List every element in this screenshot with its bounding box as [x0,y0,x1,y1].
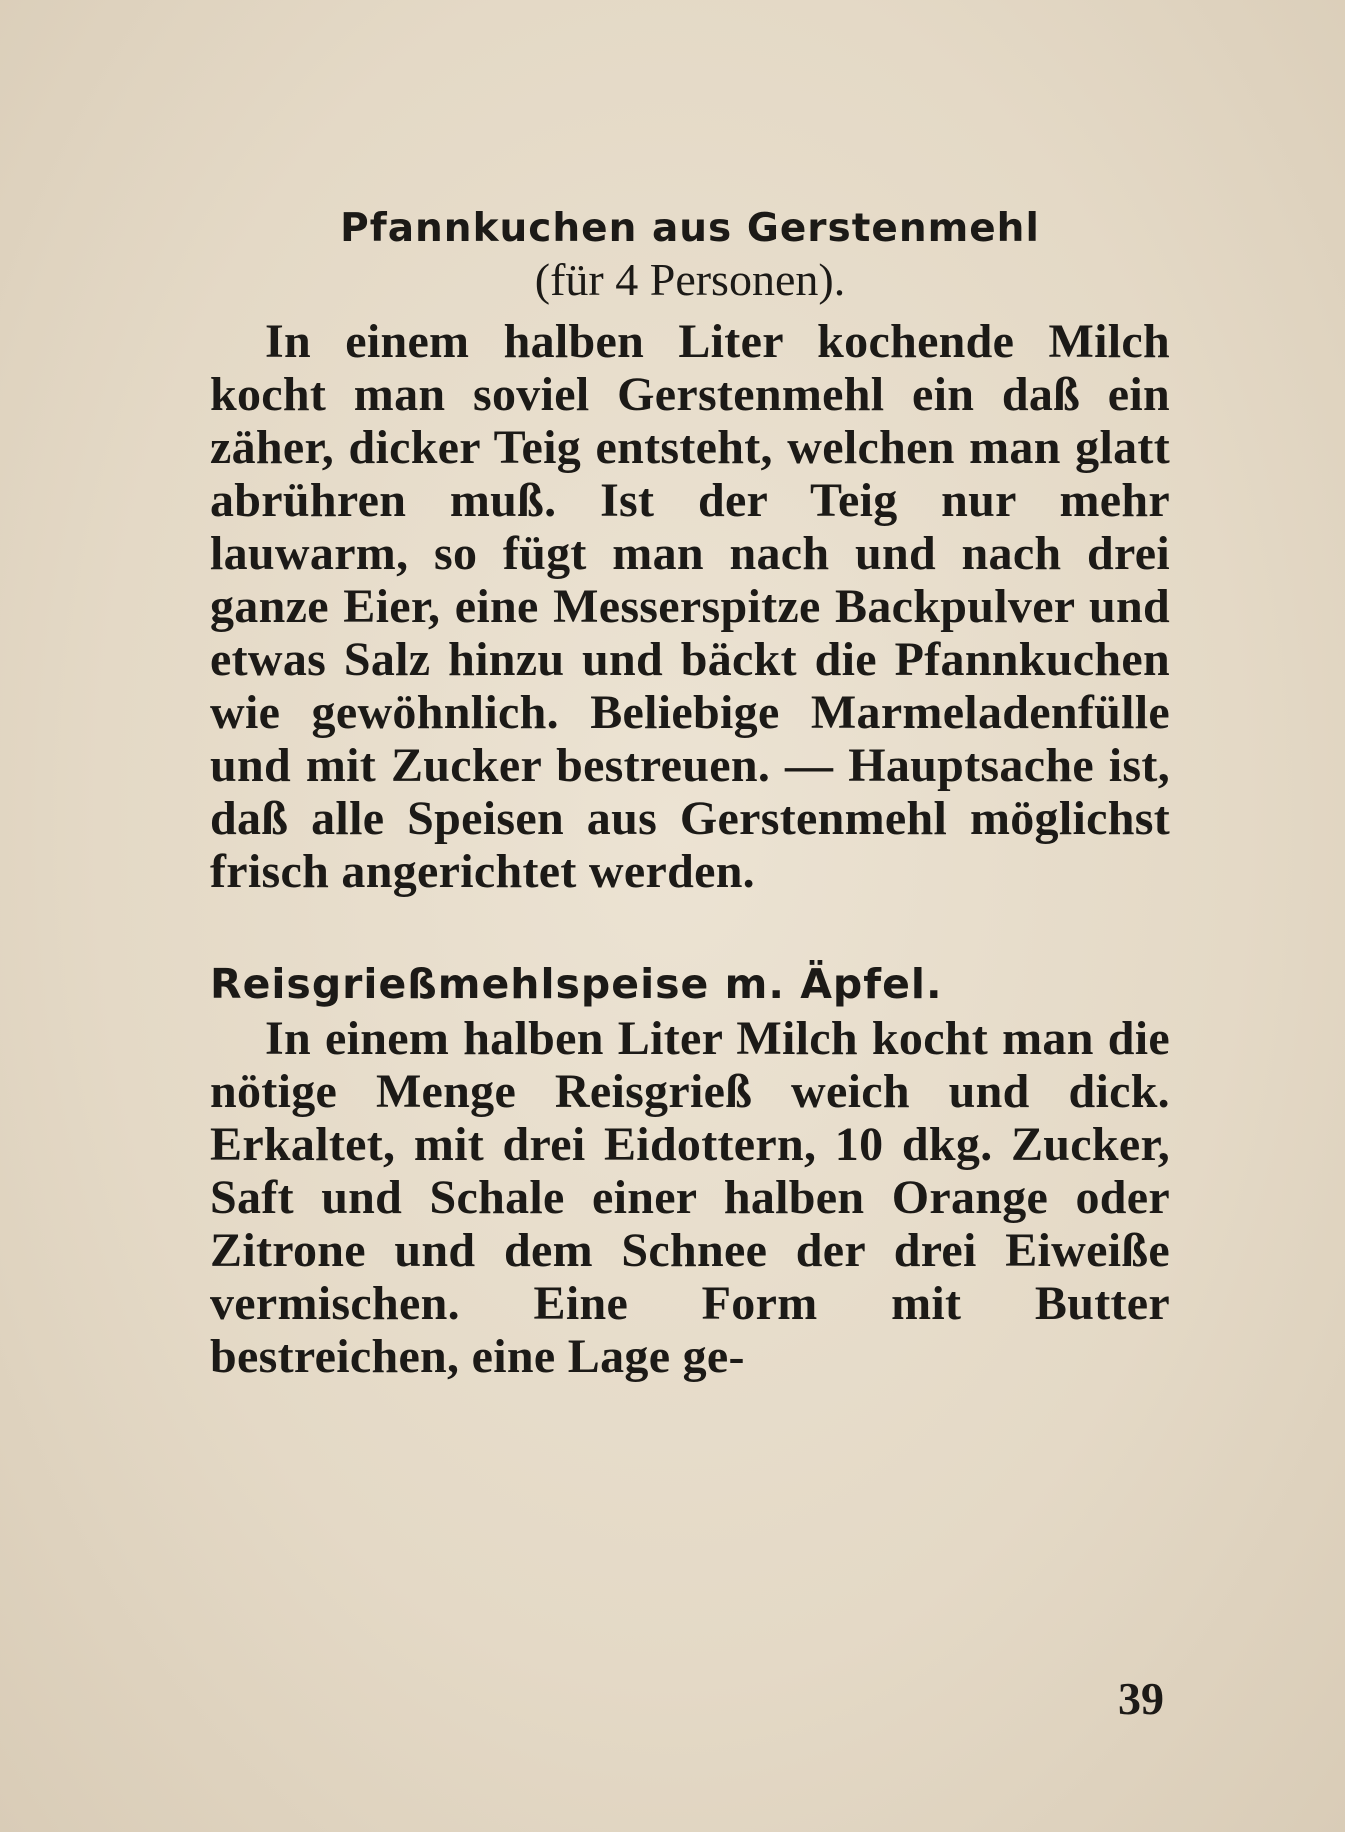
recipe-subtitle-servings: (für 4 Personen). [534,254,846,305]
page-number: 39 [1118,1673,1164,1724]
recipe-body-reisgriess: In einem halben Liter Milch kocht man die nötige Menge Reisgrieß weich und dick. Erkaltet, mit drei Eidottern, 10 dkg. Zucker, Saft und Schale einer halben Orange oder Zitrone und dem Schnee der drei Eiweiße vermischen. Eine Form mit Butter bestreichen, eine Lage ge- [210,1012,1170,1383]
text-block [210,205,1170,1383]
recipe-title-pfannkuchen: Pfannkuchen aus Gerstenmehl [340,206,1040,251]
recipe-title-reisgriess: Reisgrießmehlspeise m. Äpfel. [210,960,943,1008]
recipe-body-pfannkuchen: In einem halben Liter kochende Milch kocht man soviel Gerstenmehl ein daß ein zäher, dicker Teig entsteht, welchen man glatt abrühren muß. Ist der Teig nur mehr lauwarm, so fügt man nach und nach drei ganze Eier, eine Messerspitze Backpulver und etwas Salz hinzu und bäckt die Pfannkuchen wie gewöhnlich. Beliebige Marmeladenfülle und mit Zucker bestreuen. — Hauptsache ist, daß alle Speisen aus Gerstenmehl möglichst frisch angerichtet werden. [210,315,1170,898]
